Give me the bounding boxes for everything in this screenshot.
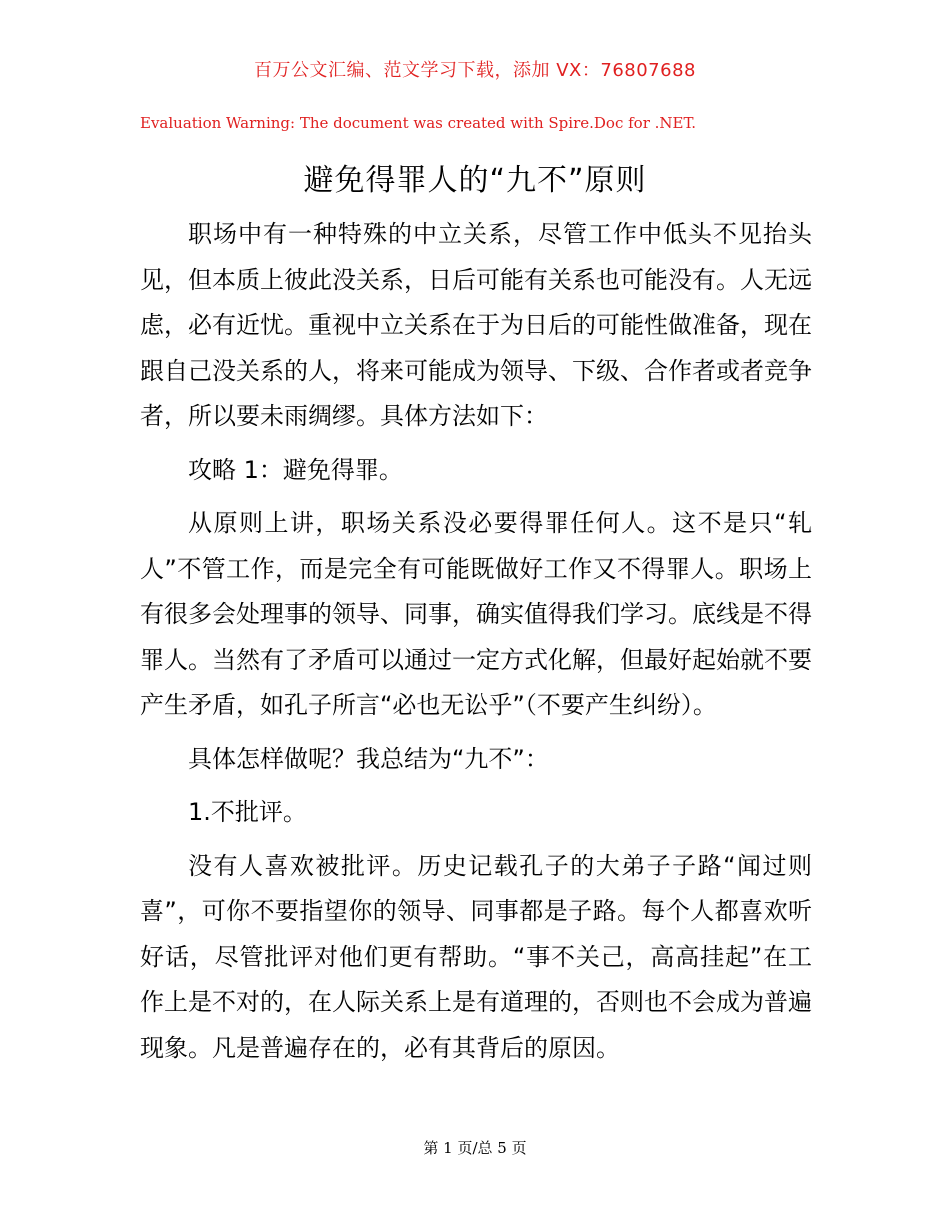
evaluation-warning: Evaluation Warning: The document was created with Spire.Doc for .NET. [140, 114, 697, 132]
paragraph-principle: 从原则上讲，职场关系没必要得罪任何人。这不是只“轧人”不管工作，而是完全有可能既做好工作又不得罪人。职场上有很多会处理事的领导、同事，确实值得我们学习。底线是不得罪人。当然有了矛盾可以通过一定方式化解，但最好起始就不要产生矛盾，如孔子所言“必也无讼乎”（不要产生纠纷）。 [140, 509, 812, 719]
page-title: 避免得罪人的“九不”原则 [303, 163, 647, 198]
paragraph-nine-nos: 具体怎样做呢？我总结为“九不”： [188, 744, 549, 773]
paragraph-strategy-1: 攻略 1：避免得罪。 [188, 455, 403, 484]
paragraph-intro: 职场中有一种特殊的中立关系，尽管工作中低头不见抬头见，但本质上彼此没关系，日后可能有关系也可能没有。人无远虑，必有近忧。重视中立关系在于为日后的可能性做准备，现在跟自己没关系的人，将来可能成为领导、下级、合作者或者竞争者，所以要未雨绸缪。具体方法如下： [140, 220, 812, 430]
page-number-footer: 第 1 页/总 5 页 [423, 1139, 527, 1157]
document-body [140, 212, 812, 1079]
ad-header-text: 百万公文汇编、范文学习下载，添加 VX：76807688 [254, 60, 696, 81]
paragraph-item-1: 1.不批评。 [188, 798, 307, 826]
paragraph-criticism: 没有人喜欢被批评。历史记载孔子的大弟子子路“闻过则喜”，可你不要指望你的领导、同事都是子路。每个人都喜欢听好话，尽管批评对他们更有帮助。“事不关己，高高挂起”在工作上是不对的，在人际关系上是有道理的，否则也不会成为普遍现象。凡是普遍存在的，必有其背后的原因。 [140, 851, 812, 1062]
